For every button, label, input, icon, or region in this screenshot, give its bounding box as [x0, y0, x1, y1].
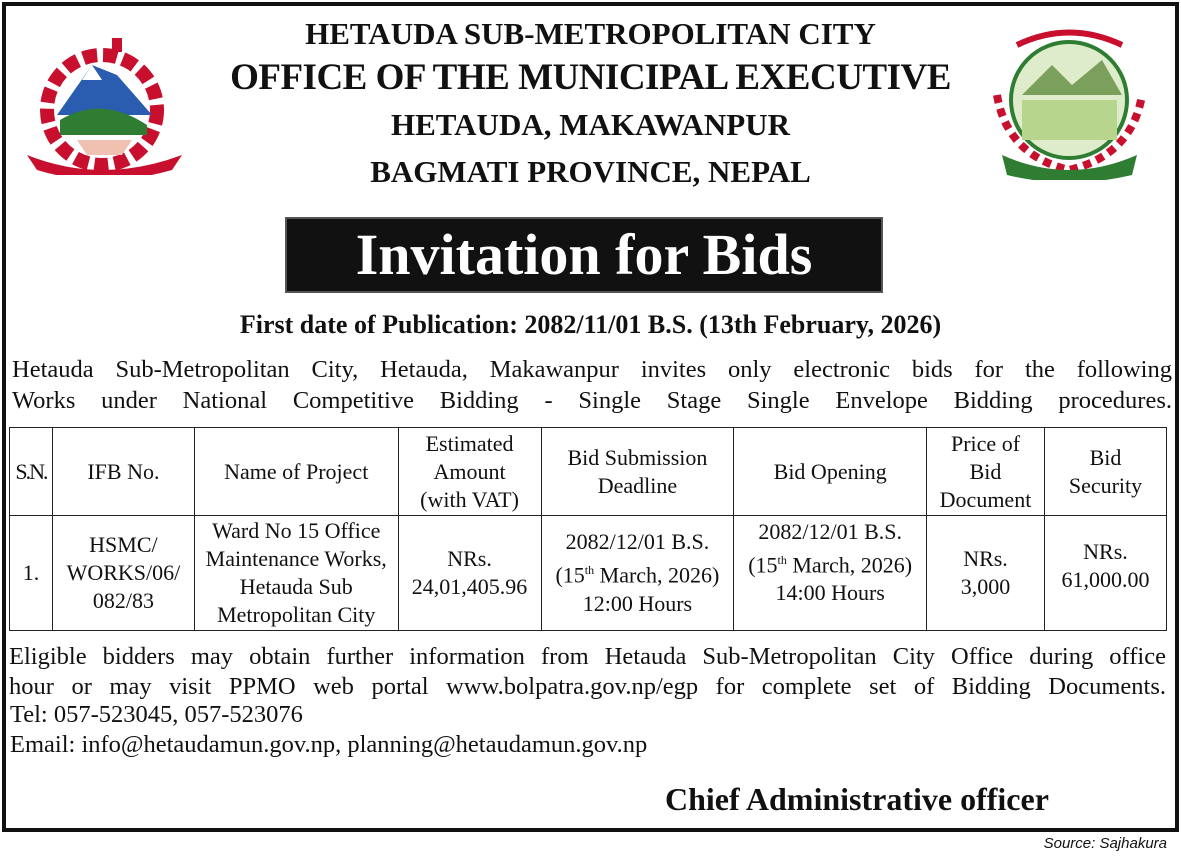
header-project: Name of Project — [194, 428, 398, 516]
header-security: Bid Security — [1044, 428, 1166, 516]
publication-date: First date of Publication: 2082/11/01 B.S. (13th February, 2026) — [239, 310, 942, 339]
notice-title-banner: Invitation for Bids — [285, 217, 883, 293]
footer-line-2: hour or may visit PPMO web portal www.bolpatra.gov.np/egp for complete set of Bidding Documents. — [9, 673, 1166, 700]
opening-date: 2082/12/01 B.S. — [758, 519, 902, 544]
office-location: HETAUDA, MAKAWANPUR — [391, 107, 790, 142]
header-price: Price of Bid Document — [927, 428, 1045, 516]
amount-label: NRs. — [447, 546, 492, 571]
cell-ifb: HSMC/ WORKS/06/ 082/83 — [52, 516, 194, 631]
cell-submission — [541, 516, 734, 631]
cell-price — [927, 516, 1045, 631]
email: Email: info@hetaudamun.gov.np, planning@hetaudamun.gov.np — [10, 731, 648, 758]
security-label: NRs. — [1083, 539, 1128, 564]
opening-date-ad: (15th March, 2026) — [748, 552, 913, 578]
table-header-row — [10, 428, 1167, 516]
source-credit: Source: Sajhakura — [1043, 835, 1167, 852]
header-sn: S.N. — [10, 428, 53, 516]
intro-line-1: Hetauda Sub-Metropolitan City, Hetauda, Makawanpur invites only electronic bids for the following — [12, 356, 1172, 383]
footer-line-1: Eligible bidders may obtain further information from Hetauda Sub-Metropolitan City Office during office — [9, 643, 1166, 670]
opening-time: 14:00 Hours — [775, 580, 885, 606]
month-year: March, 2026) — [599, 562, 720, 588]
header-ifb: IFB No. — [52, 428, 194, 516]
bids-table — [9, 427, 1167, 631]
header-opening: Bid Opening — [734, 428, 927, 516]
price-label: NRs. — [963, 546, 1008, 571]
cell-project: Ward No 15 Office Maintenance Works, Hetauda Sub Metropolitan City — [194, 516, 398, 631]
office-name: OFFICE OF THE MUNICIPAL EXECUTIVE — [230, 57, 951, 98]
telephone: Tel: 057-523045, 057-523076 — [10, 701, 303, 728]
month-year: March, 2026) — [792, 552, 913, 578]
header-amount: Estimated Amount (with VAT) — [398, 428, 541, 516]
signatory: Chief Administrative officer — [665, 781, 1049, 817]
price-value: 3,000 — [960, 574, 1011, 599]
cell-amount — [398, 516, 541, 631]
ordinal: th — [584, 563, 595, 578]
province-country: BAGMATI PROVINCE, NEPAL — [370, 154, 811, 189]
intro-line-2: Works under National Competitive Bidding - Single Stage Single Envelope Bidding procedures. — [12, 387, 1172, 414]
submission-time: 12:00 Hours — [582, 590, 693, 616]
day: 15 — [755, 552, 778, 578]
table-row — [10, 516, 1167, 631]
day: 15 — [562, 562, 585, 588]
security-value: 61,000.00 — [1061, 567, 1150, 592]
city-name: HETAUDA SUB-METROPOLITAN CITY — [305, 16, 876, 51]
submission-date-ad: (15th March, 2026) — [555, 562, 720, 588]
cell-security — [1044, 516, 1166, 631]
cell-opening — [734, 516, 927, 631]
header-submission: Bid Submission Deadline — [541, 428, 734, 516]
cell-sn: 1. — [10, 516, 53, 631]
amount-value: 24,01,405.96 — [411, 574, 528, 599]
ordinal: th — [777, 553, 787, 567]
submission-date: 2082/12/01 B.S. — [565, 529, 710, 555]
